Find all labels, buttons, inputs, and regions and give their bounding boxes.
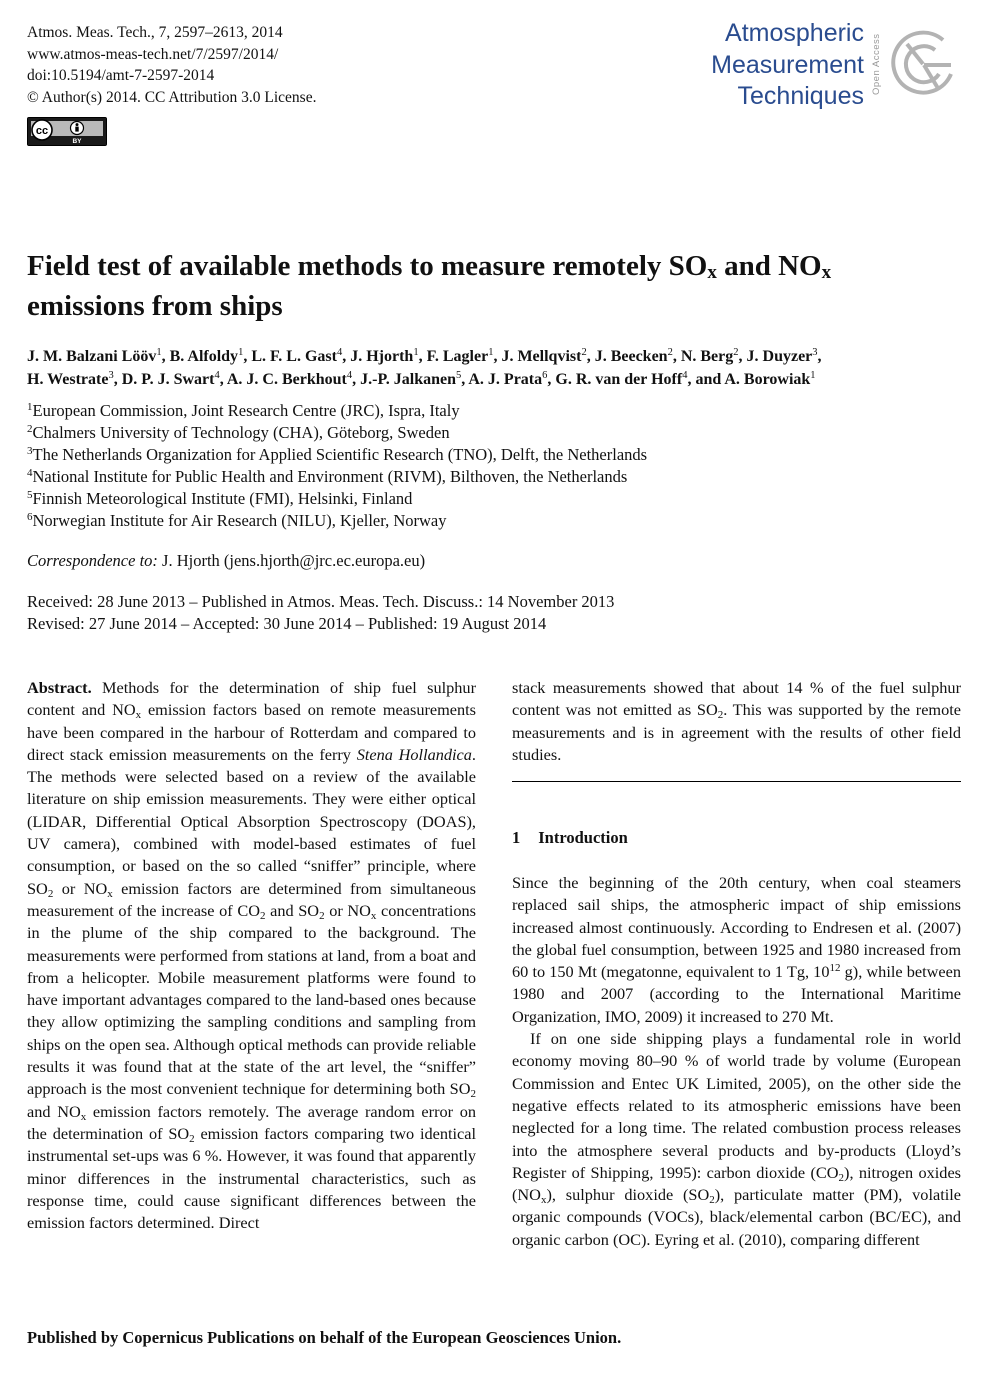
author-affiliation-mark: 3 — [108, 369, 114, 381]
author: A. J. Prata$^6$ — [468, 369, 548, 388]
section-number: 1 — [512, 828, 521, 847]
author: D. P. J. Swart$^4$ — [121, 369, 220, 388]
author: J. M. Balzani Lööv$^1$ — [27, 347, 162, 365]
intro-paragraph-2: If on one side shipping plays a fundamental role in world economy moving 80–90 % of world trade by volume (European Commission and Entec UK Limited, 2005), on the other side the negative effects related to its atmospheric emissions have been neglected for a long time. The related combustion process releases into the atmosphere several products and by-products (Lloyd’s Register of Shipping, 1995): carbon dioxide $(CO_2)$, nitrogen oxides $(NO_x)$, sulphur dioxide $(SO_2)$, particulate matter (PM), volatile organic compounds (VOCs), black/elemental carbon (BC/EC), and organic carbon (OC). Eyring et al. (2010), comparing different — [512, 1029, 962, 1249]
affiliation-list — [27, 400, 927, 532]
journal-name-line-1: Atmospheric — [725, 19, 864, 47]
article-doi[interactable]: doi:10.5194/amt-7-2597-2014 — [27, 67, 215, 84]
author-list: J. M. Balzani Lööv$^1$, B. Alfoldy$^1$, L. F. L. Gast$^4$, J. Hjorth$^1$, F. Lagler$^1$, J. Mellqvist$^2$, J. Beecken$^2$, N. Berg$^2$, J. Duyzer$^3$, H. Westrate$^3$, D. P. J. Swart$^4$, A. J. C. Berkhout$^4$, J.-P. Jalkanen$^5$, A. J. Prata$^6$, G. R. van der Hoff$^4$, and A. Borowiak$^1$ — [27, 347, 822, 388]
cc-by-badge[interactable] — [27, 117, 107, 146]
author: J.-P. Jalkanen$^5$ — [360, 369, 462, 388]
license-text: © Author(s) 2014. CC Attribution 3.0 License. — [27, 88, 317, 106]
affiliation-item: $^6$Norwegian Institute for Air Research (NILU), Kjeller, Norway — [27, 511, 447, 530]
author: A. Borowiak$^1$ — [724, 369, 816, 388]
author-and: and — [695, 370, 722, 388]
affiliation-item: $^3$The Netherlands Organization for Applied Scientific Research (TNO), Delft, the Netherlands — [27, 445, 648, 464]
journal-name-line-2: Measurement — [711, 50, 864, 79]
author: J. Hjorth$^1$ — [350, 347, 419, 365]
section-title: Introduction — [538, 828, 628, 847]
journal-logo-icon — [887, 24, 961, 106]
correspondence — [27, 550, 425, 572]
by-label: BY — [72, 138, 82, 145]
author-affiliation-mark: 2 — [667, 347, 673, 358]
author-affiliation-mark: 4 — [346, 369, 353, 381]
author-affiliation-mark: 6 — [542, 369, 548, 381]
paper-title: Field test of available methods to measure remotely $SO_x$ and $NO_x$ emissions from ships — [27, 250, 832, 322]
author-affiliation-mark: 2 — [733, 347, 739, 358]
affiliation-item: $^2$Chalmers University of Technology (CHA), Göteborg, Sweden — [27, 423, 450, 442]
cc-by-icon — [28, 118, 106, 145]
paper-title-line-2: emissions from ships — [27, 290, 283, 322]
introduction-column — [512, 872, 961, 1251]
affiliation-item: $^5$Finnish Meteorological Institute (FMI), Helsinki, Finland — [27, 489, 413, 508]
dates-revised: Revised: 27 June 2014 – Accepted: 30 June 2014 – Published: 19 August 2014 — [27, 614, 547, 633]
author: G. R. van der Hoff$^4$ — [555, 369, 688, 388]
citation-header — [27, 22, 316, 108]
ship-name: Stena Hollandica — [356, 744, 472, 764]
affiliation-item: $^4$National Institute for Public Health and Environment (RIVM), Bilthoven, the Netherlands — [27, 467, 628, 486]
author: J. Beecken$^2$ — [594, 347, 673, 365]
author: J. Mellqvist$^2$ — [501, 347, 587, 365]
author-affiliation-mark: 1 — [238, 347, 244, 358]
journal-name-line-3: Techniques — [737, 82, 864, 110]
author: H. Westrate$^3$ — [27, 369, 114, 388]
publication-dates — [27, 591, 614, 635]
correspondence-label: Correspondence to: — [27, 551, 158, 570]
author: J. Duyzer$^3$ — [746, 347, 818, 365]
abstract-text-end: stack measurements showed that about 14 % of the fuel sulphur content was not emitted as $SO_2$. This was supported by the remote measurements and is in agreement with the results of other field studies. — [512, 678, 961, 764]
author: N. Berg$^2$ — [680, 347, 739, 365]
author-affiliation-mark: 1 — [810, 369, 816, 381]
open-access-label: Open Access — [871, 33, 882, 95]
abstract-divider — [512, 781, 961, 782]
author: L. F. L. Gast$^4$ — [251, 347, 343, 365]
author-affiliation-mark: 1 — [413, 347, 419, 358]
author-affiliation-mark: 4 — [682, 369, 688, 381]
cc-symbol: cc — [35, 125, 49, 137]
author: B. Alfoldy$^1$ — [169, 347, 244, 365]
author-affiliation-mark: 1 — [488, 347, 494, 358]
affiliation-item: $^1$European Commission, Joint Research Centre (JRC), Ispra, Italy — [27, 401, 460, 420]
correspondence-contact[interactable]: J. Hjorth (jens.hjorth@jrc.ec.europa.eu) — [157, 551, 426, 570]
author-affiliation-mark: 4 — [214, 369, 220, 381]
abstract-column — [27, 677, 476, 1234]
author: A. J. C. Berkhout$^4$ — [226, 369, 353, 388]
abstract-continuation — [512, 677, 961, 766]
author-affiliation-mark: 1 — [156, 347, 162, 358]
journal-citation: Atmos. Meas. Tech., 7, 2597–2613, 2014 — [27, 24, 283, 41]
author-affiliation-mark: 4 — [336, 347, 343, 358]
abstract-label: Abstract. — [27, 678, 92, 697]
publisher-footer: Published by Copernicus Publications on behalf of the European Geosciences Union. — [27, 1328, 622, 1347]
author: F. Lagler$^1$ — [426, 347, 494, 365]
dates-received: Received: 28 June 2013 – Published in Atmos. Meas. Tech. Discuss.: 14 November 2013 — [27, 592, 615, 611]
journal-name — [711, 18, 864, 113]
section-heading-introduction — [512, 828, 628, 848]
author-affiliation-mark: 2 — [581, 347, 587, 358]
author-affiliation-mark: 5 — [455, 369, 462, 381]
intro-paragraph-1: Since the beginning of the 20th century, when coal steamers replaced sail ships, the atmospheric impact of ship emissions increased almost continuously. According to Endresen et al. (2007) the global fuel consumption, between 1925 and 1980 increased from 60 to 150 Mt (megatonne, equivalent to 1 Tg, $10^{12}$ g), while between 1980 and 2007 (according to the International Maritime Organization, IMO, 2009) it increased to 270 Mt. — [512, 873, 961, 1026]
abstract-text: Abstract. Methods for the determination of ship fuel sulphur content and $NO_x$ emission factors based on remote measurements have been compared in the harbour of Rotterdam and compared to direct stack emission measurements on the ferry Stena Hollandica. The methods were selected based on a review of the available literature on ship emission measurements. They were either optical (LIDAR, Differential Optical Absorption Spectroscopy (DOAS), UV camera), combined with model-based estimates of fuel consumption, or based on the so called “sniffer” principle, where $SO_2$ or $NO_x$ emission factors are determined from simultaneous measurement of the increase of $CO_2$ and $SO_2$ or $NO_x$ concentrations in the plume of the ship compared to the background. The measurements were performed from stations at land, from a boat and from a helicopter. Mobile measurement platforms were found to have important advantages compared to the land-based ones because they allow optimizing the sampling conditions and sampling from ships on the open sea. Although optical methods can provide reliable results it was found that at the state of the art level, the “sniffer” approach is the most convenient technique for determining both $SO_2$ and $NO_x$ emission factors remotely. The average random error on the determination of $SO_2$ emission factors comparing two identical instrumental set-ups was 6 %. However, it was found that apparently minor differences in the instrumental characteristics, such as response time, could cause significant differences between the emission factors determined. Direct — [27, 678, 477, 1233]
article-url[interactable]: www.atmos-meas-tech.net/7/2597/2014/ — [27, 45, 279, 63]
author-affiliation-mark: 3 — [812, 347, 818, 358]
